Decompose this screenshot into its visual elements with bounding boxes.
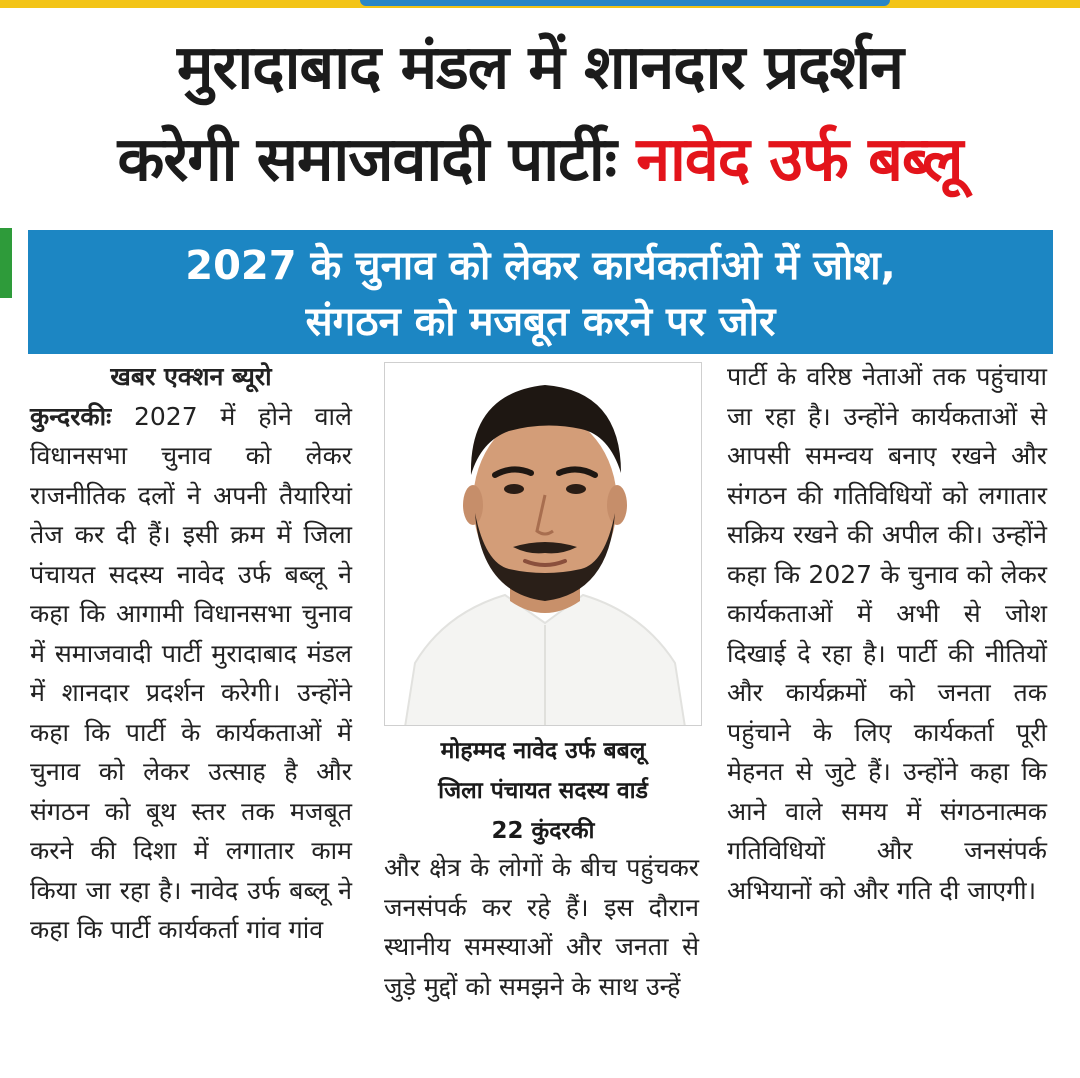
caption-designation: जिला पंचायत सदस्य वार्ड [438,778,648,804]
portrait-illustration [385,363,702,726]
left-column-text: 2027 में होने वाले विधानसभा चुनाव को लेकर राजनीतिक दलों ने अपनी तैयारियां तेज कर दी हैं। इसी क्रम में जिला पंचायत सदस्य नावेद उर्फ बब्लू ने कहा कि आगामी विधानसभा चुनाव में समाजवादी पार्टी मुरादाबाद मंडल में शानदार प्रदर्शन करेगी। उन्होंने कहा कि पार्टी के कार्यकताओं में चुनाव को लेकर उत्साह है और संगठन को बूथ स्तर तक मजबूत करने की दिशा में लगातार काम किया जा रहा है। नावेद उर्फ बब्लू ने कहा कि पार्टी कार्यकर्ता गांव गांव [30,401,352,944]
dateline: कुन्दरकीः [30,401,112,431]
left-column-body [30,397,352,950]
headline-name-highlight: नावेद उर्फ बब्लू [636,124,963,195]
top-blue-tab [360,0,890,6]
adjacent-column-edge [0,228,14,1078]
article-column-left [30,357,352,950]
headline-line-2: करेगी समाजवादी पार्टीः [117,124,616,195]
subheadline-line-2: संगठन को मजबूत करने पर जोर [305,299,776,345]
photo-caption [384,731,702,851]
caption-name: मोहम्मद नावेद उर्फ बबलू [440,738,646,764]
middle-column-text: और क्षेत्र के लोगों के बीच पहुंचकर जनसंपर्क कर रहे हैं। इस दौरान स्थानीय समस्याओं और जनता से जुड़े मुद्दों को समझने के साथ उन्हें [384,853,699,1001]
byline: खबर एक्शन ब्यूरो [110,362,272,391]
headline-line-1: मुरादाबाद मंडल में शानदार प्रदर्शन [176,32,904,103]
subheadline-line-1: 2027 के चुनाव को लेकर कार्यकर्ताओ में जोश, [185,243,896,289]
caption-location: 22 कुंदरकी [491,818,595,844]
headline [30,22,1050,206]
portrait-photo [384,362,702,726]
subheadline-banner [28,230,1053,354]
article-column-right [727,357,1047,910]
green-edge-block [0,228,12,298]
right-column-text: पार्टी के वरिष्ठ नेताओं तक पहुंचाया जा रहा है। उन्होंने कार्यकताओं से आपसी समन्वय बनाए रखने और संगठन की गतिविधियों को लगातार सक्रिय रखने की अपील की। उन्होंने कहा कि 2027 के चुनाव को लेकर कार्यकताओं में अभी से जोश दिखाई दे रहा है। पार्टी की नीतियों और कार्यक्रमों को जनता तक पहुंचाने के लिए कार्यकर्ता पूरी मेहनत से जुटे हैं। उन्होंने कहा कि आने वाले समय में संगठनात्मक गतिविधियों और जनसंपर्क अभियानों को और गति दी जाएगी। [727,362,1047,905]
article-column-middle [384,848,699,1006]
